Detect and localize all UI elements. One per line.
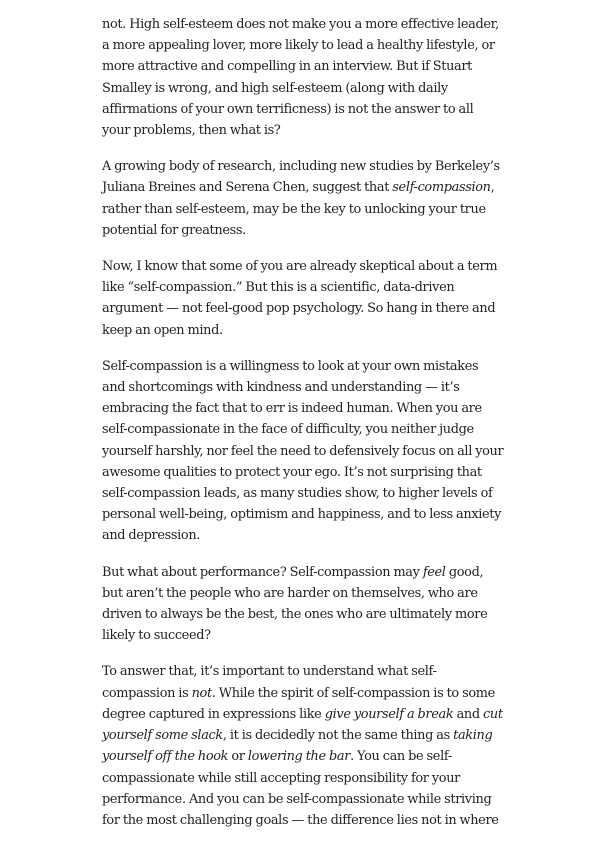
paragraph-skeptical: Now, I know that some of you are already skeptical about a term like “self-compassion.” But this is a scientific, data-driven argument — not feel-good pop psychology. So hang in there and keep an open mind.	[102, 259, 498, 338]
text-span: To answer that, it’s important to understand what self-compassion is	[102, 664, 437, 701]
paragraph-research	[102, 156, 504, 241]
emphasis-feel: feel	[422, 564, 446, 580]
text-span: But what about performance? Self-compassion may	[102, 564, 423, 580]
text-span: A growing body of research, including new studies by Berkeley’s Juliana Breines and Serena Chen, suggest that	[102, 159, 500, 196]
paragraph-definition: Self-compassion is a willingness to look at your own mistakes and shortcomings with kindness and understanding — it’s embracing the fact that to err is indeed human. When you are self-compassionate in the face of difficulty, you neither judge yourself harshly, nor feel the need to defensively focus on all your awesome qualities to protect your ego. It’s not surprising that self-compassion leads, as many studies show, to higher levels of personal well-being, optimism and happiness, and to less anxiety and depression.	[102, 358, 504, 544]
text-span: , rather than self-esteem, may be the key to unlocking your true potential for greatness.	[102, 180, 495, 238]
paragraph-what-it-is-not	[102, 661, 504, 831]
emphasis-not: not	[191, 685, 212, 701]
text-span: . You can be self-compassionate while still accepting responsibility for your performance. And you can be self-compassionate while striving for the most challenging goals — the difference lies not in where	[102, 749, 499, 828]
emphasis-cut-yourself-some-slack: cut yourself some slack	[102, 706, 503, 744]
emphasis-give-yourself-a-break: give yourself a break	[324, 706, 454, 722]
emphasis-lowering-the-bar: lowering the bar	[247, 749, 351, 765]
text-span: and	[453, 706, 484, 722]
article-body	[102, 14, 504, 846]
emphasis-taking-yourself-off-the-hook: taking yourself off the hook	[102, 728, 493, 765]
text-span: , it is decidedly not the same thing as	[222, 728, 454, 744]
text-span: or	[228, 749, 248, 765]
emphasis-self-compassion: self-compassion	[392, 180, 491, 196]
paragraph-self-esteem: not. High self-esteem does not make you a more effective leader, a more appealing lover, more likely to lead a healthy lifestyle, or more attractive and compelling in an interview. But if Stuart Smalley is wrong, and high self-esteem (along with daily affirmations of your own terrificness) is not the answer to all your problems, then what is?	[102, 17, 499, 139]
text-span: good, but aren’t the people who are harder on themselves, who are driven to always be the best, the ones who are ultimately more likely to succeed?	[102, 564, 488, 644]
text-span: . While the spirit of self-compassion is to some degree captured in expressions like	[102, 685, 495, 722]
paragraph-performance	[102, 562, 504, 647]
